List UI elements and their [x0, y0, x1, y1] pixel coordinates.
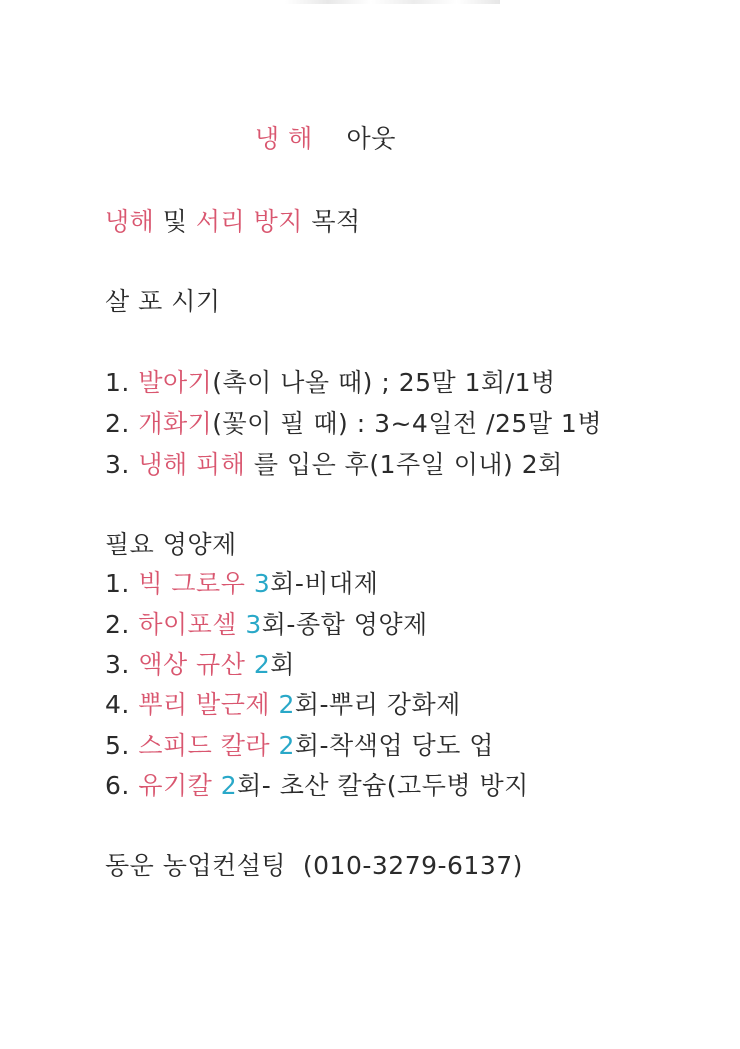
timing-item: 2. 개화기(꽃이 필 때) : 3~4일전 /25말 1병: [105, 409, 602, 438]
nutrient-name: 스피드 칼라: [138, 731, 279, 760]
nutrient-count: 2: [253, 650, 271, 679]
nutrient-item: 6. 유기칼 2회- 초산 칼슘(고두병 방지: [105, 771, 529, 800]
timing-stage: 냉해 피해: [138, 450, 246, 479]
nutrient-count: 2: [278, 690, 295, 719]
nutrient-count: 2: [278, 731, 295, 760]
page-title: [255, 122, 396, 156]
nutrient-item: 1. 빅 그로우 3회-비대제: [105, 569, 379, 598]
nutrient-item: 5. 스피드 칼라 2회-착색업 당도 업: [105, 731, 494, 760]
nutrients-heading: 필요 영양제: [105, 530, 237, 559]
nutrient-item: 2. 하이포셀 3회-종합 영양제: [105, 610, 428, 639]
footer-contact: 동운 농업컨설팅 (010-3279-6137): [105, 851, 523, 880]
nutrient-name: 유기칼: [138, 771, 221, 800]
nutrient-name: 액상 규산: [138, 650, 254, 679]
scan-artifact: [285, 0, 500, 4]
timing-stage: 발아기: [138, 368, 213, 397]
nutrient-item: 3. 액상 규산 2회: [105, 650, 295, 679]
timing-stage: 개화기: [138, 409, 213, 438]
purpose-frost-damage: 냉해: [105, 207, 155, 236]
timing-item: 1. 발아기(촉이 나올 때) ; 25말 1회/1병: [105, 368, 556, 397]
purpose-line: 냉해 및 서리 방지 목적: [105, 207, 361, 236]
nutrient-item: 4. 뿌리 발근제 2회-뿌리 강화제: [105, 690, 461, 719]
nutrient-name: 하이포셀: [138, 610, 246, 639]
purpose-frost-prevention: 서리 방지: [195, 207, 303, 236]
title-rest: 아웃: [346, 124, 396, 153]
title-highlight: 냉 해: [255, 124, 313, 153]
timing-item: 3. 냉해 피해 를 입은 후(1주일 이내) 2회: [105, 450, 563, 479]
timing-heading: 살 포 시기: [105, 287, 221, 316]
nutrient-name: 빅 그로우: [138, 569, 254, 598]
nutrient-name: 뿌리 발근제: [138, 690, 279, 719]
nutrient-count: 3: [253, 569, 271, 598]
nutrient-count: 2: [220, 771, 238, 800]
nutrient-count: 3: [245, 610, 262, 639]
